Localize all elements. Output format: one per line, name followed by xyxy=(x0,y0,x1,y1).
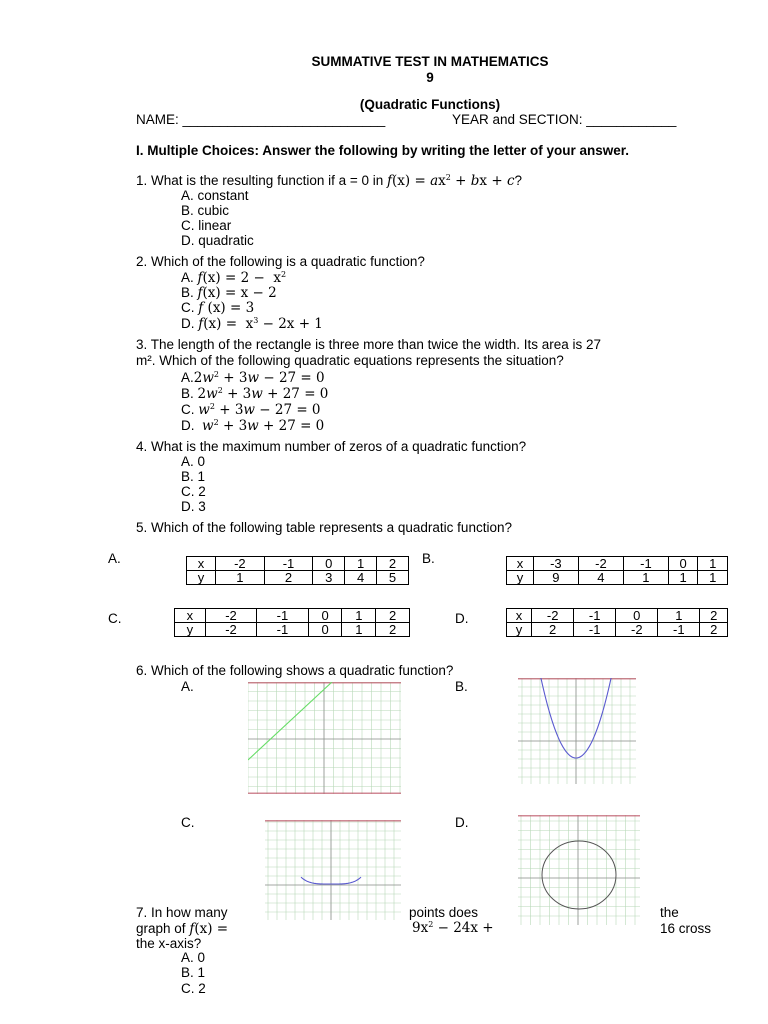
table-cell: 2 xyxy=(264,571,313,585)
table-row xyxy=(507,623,728,637)
table-cell: -2 xyxy=(205,623,256,637)
q7-choice-a: A. 0 xyxy=(181,950,206,965)
table-cell: 0 xyxy=(308,609,342,623)
table-cell: 2 xyxy=(376,609,410,623)
table-cell: 0 xyxy=(668,557,698,571)
q3-choice-a: $A.2w^2 + 3w - 27 = 0$ xyxy=(181,370,325,386)
q2-formula-b: f(x) = x − 2 xyxy=(197,285,277,301)
table-cell: x xyxy=(175,609,206,623)
table-cell: 1 xyxy=(623,571,668,585)
grade-level: 9 xyxy=(426,70,434,85)
table-cell: 1 xyxy=(216,571,265,585)
q4-choice-b: B. 1 xyxy=(181,469,206,484)
question-6-text: 6. Which of the following shows a quadratic function? xyxy=(136,663,454,678)
table-cell: 2 xyxy=(376,623,410,637)
question-7-part-2: points does xyxy=(409,905,479,920)
q7-function: f(x) = xyxy=(189,921,229,937)
table-row xyxy=(175,609,410,623)
table-cell: y xyxy=(507,571,534,585)
circle-curve xyxy=(542,841,616,909)
q4-choice-d: D. 3 xyxy=(181,499,206,514)
table-cell: -1 xyxy=(264,557,313,571)
question-3-line-2: m². Which of the following quadratic equations represents the situation? xyxy=(136,353,564,368)
name-field-label: NAME: ___________________________ xyxy=(136,112,386,127)
table-cell: 5 xyxy=(377,571,409,585)
table-row xyxy=(175,623,410,637)
table-cell: 9 xyxy=(533,571,578,585)
table-row xyxy=(507,571,728,585)
q2-formula-c: f (x) = 3 xyxy=(198,300,255,316)
question-7-part-3: the xyxy=(660,905,679,920)
question-7-part-1: 7. In how many xyxy=(136,905,228,920)
table-cell: -1 xyxy=(574,609,616,623)
q3-formula-b: $2w^2 + 3w + 27 = 0$ xyxy=(197,386,329,402)
table-cell: 0 xyxy=(616,609,658,623)
q1-choice-c: C. linear xyxy=(181,218,232,233)
table-cell: 0 xyxy=(313,557,345,571)
table-cell: x xyxy=(507,557,534,571)
q7-choice-b: B. 1 xyxy=(181,965,206,980)
table-row xyxy=(187,571,409,585)
table-cell: -3 xyxy=(533,557,578,571)
q7-formula: $9x^2 - 24x$ + xyxy=(412,920,494,936)
table-cell: -1 xyxy=(574,623,616,637)
table-row xyxy=(507,557,728,571)
table-cell: 1 xyxy=(345,557,377,571)
q2-choice-b: B. f(x) = x − 2 xyxy=(181,285,277,301)
table-cell: 1 xyxy=(698,571,728,585)
table-cell: 0 xyxy=(308,623,342,637)
q2-choice-c: C. f (x) = 3 xyxy=(181,300,255,316)
q1-choice-d: D. quadratic xyxy=(181,233,254,248)
section-field-label: YEAR and SECTION: ____________ xyxy=(452,112,677,127)
table-cell: -2 xyxy=(532,609,574,623)
table-cell: y xyxy=(187,571,216,585)
table-cell: 2 xyxy=(532,623,574,637)
question-7-part-5: 16 cross xyxy=(660,921,712,936)
q3-formula-a: $2w^2 + 3w - 27 = 0$ xyxy=(193,370,325,386)
table-cell: -1 xyxy=(623,557,668,571)
question-1-formula: $f(x) = ax^2$ + bx + c xyxy=(387,173,515,189)
q3-formula-c: $w^2 + 3w - 27 = 0$ xyxy=(198,402,321,418)
table-cell: -1 xyxy=(257,623,308,637)
table-row xyxy=(187,557,409,571)
table-cell: -1 xyxy=(658,623,700,637)
question-1-text: 1. What is the resulting function if a = 0 in xyxy=(136,173,384,188)
q2-choice-d: D. $f(x) = x^3 - 2x + 1$ xyxy=(181,316,323,332)
q5-table-a xyxy=(186,556,409,585)
table-cell: 1 xyxy=(698,557,728,571)
q5-label-c: C. xyxy=(108,611,122,626)
table-cell: 2 xyxy=(377,557,409,571)
graph-d-circle xyxy=(518,815,640,925)
question-7-part-6: the x-axis? xyxy=(136,936,202,951)
table-cell: -2 xyxy=(578,557,623,571)
test-title: SUMMATIVE TEST IN MATHEMATICS xyxy=(311,54,549,69)
graph-a-linear xyxy=(248,682,401,794)
q6-label-c: C. xyxy=(181,815,195,830)
table-cell: -2 xyxy=(205,609,256,623)
q6-label-a: A. xyxy=(181,679,194,694)
table-cell: 3 xyxy=(313,571,345,585)
q2-formula-d: $f(x) = x^3 - 2x + 1$ xyxy=(198,316,323,332)
q3-formula-d: $w^2 + 3w + 27 = 0$ xyxy=(202,418,325,434)
table-cell: 1 xyxy=(342,609,376,623)
graph-c-quartic xyxy=(265,820,401,920)
table-cell: 1 xyxy=(342,623,376,637)
q5-table-c xyxy=(174,608,410,637)
q6-label-d: D. xyxy=(455,815,469,830)
table-cell: 4 xyxy=(345,571,377,585)
q1-choice-a: A. constant xyxy=(181,188,249,203)
table-cell: -1 xyxy=(257,609,308,623)
table-cell: 2 xyxy=(700,623,728,637)
table-cell: -2 xyxy=(216,557,265,571)
graph-b-parabola xyxy=(518,678,636,784)
question-5-text: 5. Which of the following table represents a quadratic function? xyxy=(136,520,512,535)
question-4-text: 4. What is the maximum number of zeros of a quadratic function? xyxy=(136,439,527,454)
q5-label-d: D. xyxy=(455,611,469,626)
q5-label-b: B. xyxy=(422,551,435,566)
q5-table-d xyxy=(506,608,728,637)
q3-choice-c: C. $w^2 + 3w - 27 = 0$ xyxy=(181,402,321,418)
q3-choice-b: B. $2w^2 + 3w + 27 = 0$ xyxy=(181,386,329,402)
table-cell: 2 xyxy=(700,609,728,623)
q4-choice-c: C. 2 xyxy=(181,484,206,499)
q3-choice-d: D. $w^2 + 3w + 27 = 0$ xyxy=(181,418,325,434)
instructions: I. Multiple Choices: Answer the following by writing the letter of your answer. xyxy=(136,143,630,158)
question-1: 1. What is the resulting function if a = 0 in $f(x) = ax^2$ + bx + c? xyxy=(136,173,523,189)
q1-choice-b: B. cubic xyxy=(181,203,230,218)
question-2-text: 2. Which of the following is a quadratic function? xyxy=(136,254,425,269)
table-cell: x xyxy=(507,609,532,623)
table-cell: x xyxy=(187,557,216,571)
q7-choice-c: C. 2 xyxy=(181,981,206,996)
table-cell: 4 xyxy=(578,571,623,585)
table-cell: 1 xyxy=(668,571,698,585)
table-cell: -2 xyxy=(616,623,658,637)
table-row xyxy=(507,609,728,623)
test-subtitle: (Quadratic Functions) xyxy=(359,97,501,112)
q6-label-b: B. xyxy=(455,679,468,694)
q2-formula-a: $f(x) = 2 - x^2$ xyxy=(197,270,287,286)
question-3-line-1: 3. The length of the rectangle is three more than twice the width. Its area is 27 xyxy=(136,337,602,352)
q2-choice-a: A. $f(x) = 2 - x^2$ xyxy=(181,270,287,286)
q5-label-a: A. xyxy=(108,551,121,566)
table-cell: 1 xyxy=(658,609,700,623)
table-cell: y xyxy=(507,623,532,637)
table-cell: y xyxy=(175,623,206,637)
q5-table-b xyxy=(506,556,728,585)
question-7-part-4: graph of f(x) = xyxy=(136,921,229,937)
q4-choice-a: A. 0 xyxy=(181,454,206,469)
